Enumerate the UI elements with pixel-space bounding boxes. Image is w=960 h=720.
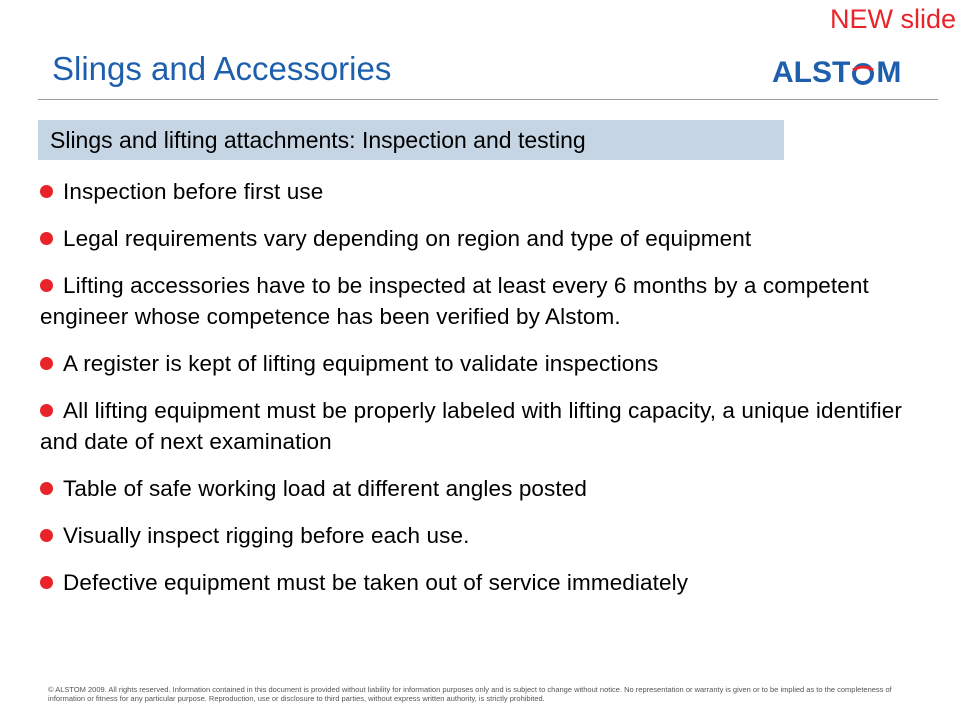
bullet-dot-icon (40, 529, 53, 542)
bullet-dot-icon (40, 576, 53, 589)
logo-text-left: ALST (772, 56, 851, 89)
bullet-item (40, 223, 910, 254)
bullet-dot-icon (40, 404, 53, 417)
bullet-dot-icon (40, 482, 53, 495)
alstom-logo (772, 56, 901, 90)
bullet-text: Visually inspect rigging before each use. (63, 523, 470, 548)
alstom-o-logo-icon (851, 61, 875, 85)
bullet-text: A register is kept of lifting equipment to validate inspections (63, 351, 659, 376)
bullet-item (40, 473, 910, 504)
bullet-text: Defective equipment must be taken out of service immediately (63, 570, 689, 595)
bullet-text: Legal requirements vary depending on region and type of equipment (63, 226, 752, 251)
bullet-item (40, 176, 910, 207)
bullet-text: Inspection before first use (63, 179, 324, 204)
bullet-item (40, 520, 910, 551)
bullet-dot-icon (40, 279, 53, 292)
bullet-dot-icon (40, 232, 53, 245)
bullet-item (40, 348, 910, 379)
bullet-list (40, 176, 910, 614)
new-slide-badge: NEW slide (829, 4, 956, 34)
copyright-footer: © ALSTOM 2009. All rights reserved. Information contained in this document is provided without liability for information purposes only and is subject to change without notice. No representation or warranty is given or to be implied as to the completeness of information or fitness for any particular purpose. Reproduction, use or disclosure to third parties, without express written authority, is strictly prohibited. (48, 685, 892, 703)
bullet-item (40, 270, 910, 332)
header-divider (38, 99, 938, 100)
bullet-dot-icon (40, 357, 53, 370)
bullet-text: All lifting equipment must be properly labeled with lifting capacity, a unique identifier and date of next examination (40, 398, 902, 454)
section-banner (38, 120, 784, 160)
bullet-text: Table of safe working load at different angles posted (63, 476, 587, 501)
bullet-dot-icon (40, 185, 53, 198)
bullet-item (40, 567, 910, 598)
slide-title: Slings and Accessories (52, 50, 392, 87)
bullet-text: Lifting accessories have to be inspected at least every 6 months by a competent engineer whose competence has been verified by Alstom. (40, 273, 869, 329)
bullet-item (40, 395, 910, 457)
logo-text-right: M (876, 56, 902, 89)
section-banner-text: Slings and lifting attachments: Inspection and testing (50, 126, 586, 153)
